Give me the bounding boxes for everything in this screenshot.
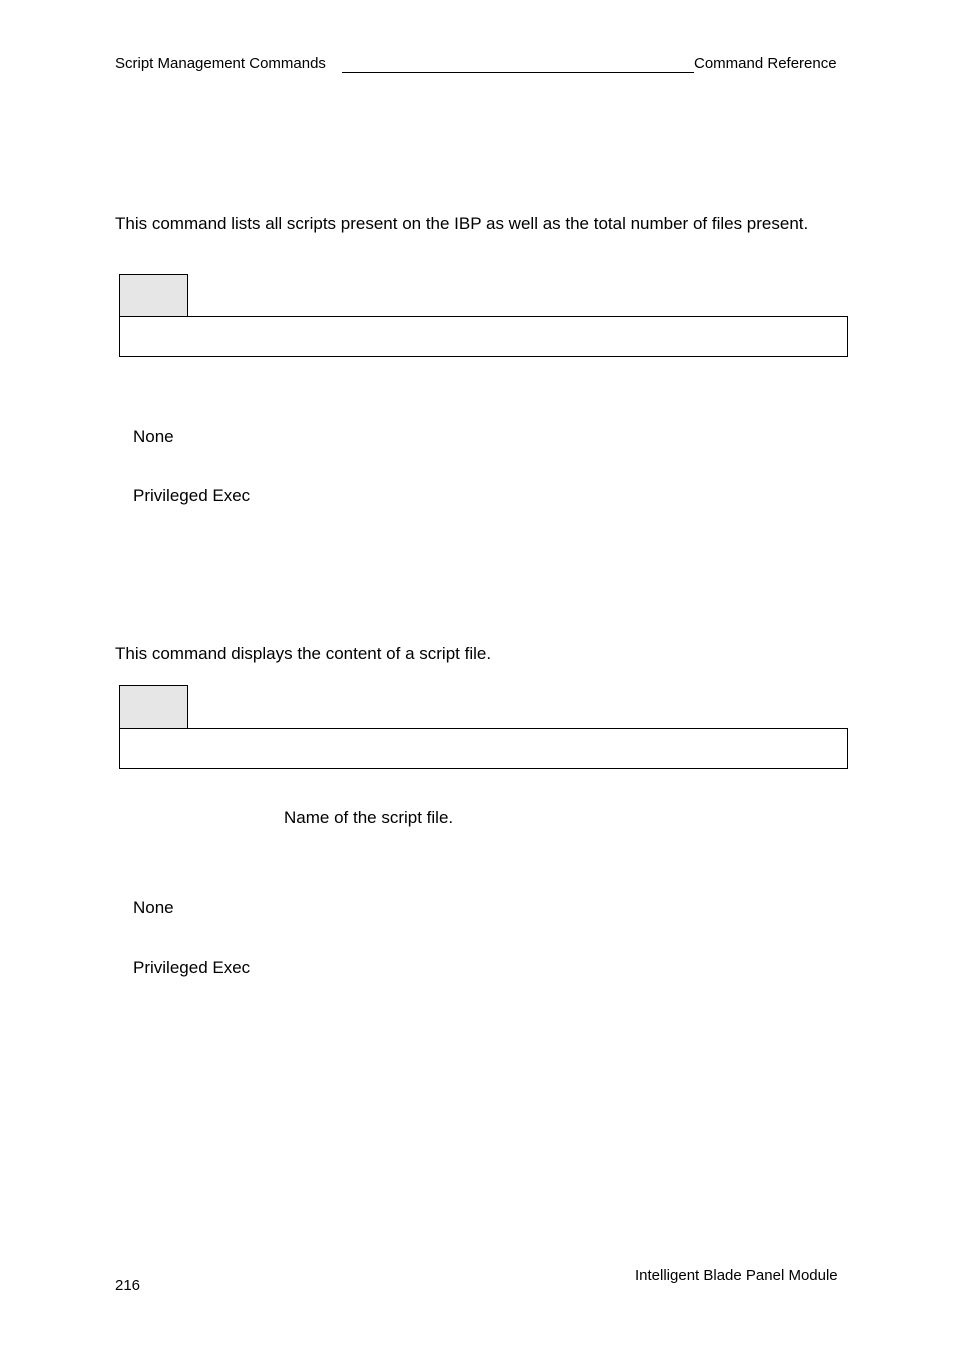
section2-default-value: None — [133, 898, 174, 917]
section2-syntax-tab — [119, 685, 188, 729]
section1-description: This command lists all scripts present on the IBP as well as the total number of files present. — [115, 214, 809, 233]
footer-title: Intelligent Blade Panel Module — [635, 1267, 838, 1284]
header-rule — [342, 72, 694, 73]
section2-description: This command displays the content of a script file. — [115, 644, 492, 663]
section2-parameter-description: Name of the script file. — [284, 808, 454, 827]
section1-syntax-box — [119, 316, 848, 357]
section1-syntax-tab — [119, 274, 188, 317]
section2-syntax-box — [119, 728, 848, 769]
page-number: 216 — [115, 1277, 141, 1294]
header-right: Command Reference — [694, 55, 837, 72]
section1-default-value: None — [133, 427, 174, 446]
section2-command-mode: Privileged Exec — [133, 958, 251, 977]
section1-command-mode: Privileged Exec — [133, 486, 251, 505]
header-left: Script Management Commands — [115, 55, 326, 72]
